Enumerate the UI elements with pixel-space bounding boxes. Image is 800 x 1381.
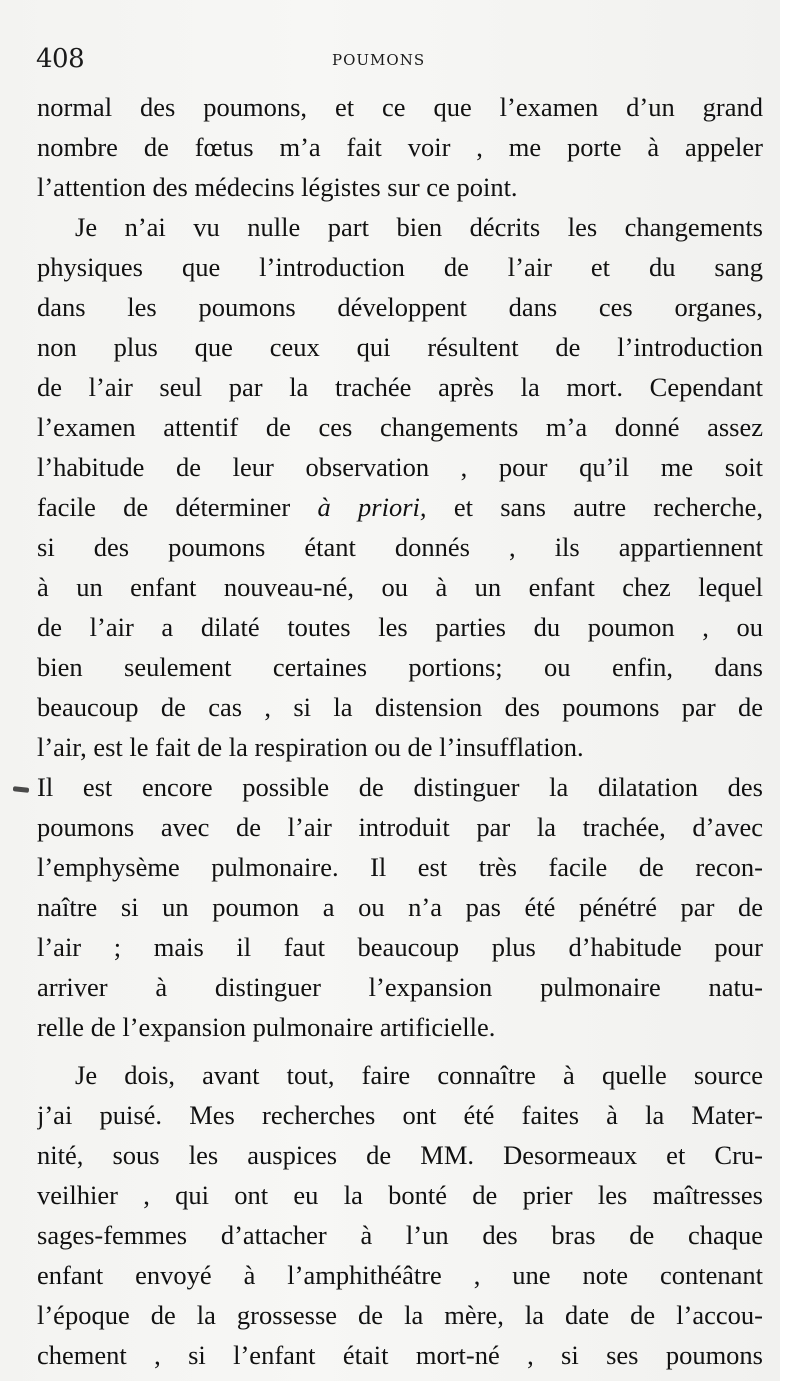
text-line: non plus que ceux qui résultent de l’introduction (37, 332, 763, 362)
text-line: veilhier , qui ont eu la bonté de prier les maîtresses (37, 1180, 763, 1210)
text-line: chement , si l’enfant était mort-né , si ses poumons (37, 1340, 763, 1370)
text-line: l’époque de la grossesse de la mère, la date de l’accou- (37, 1300, 763, 1330)
text-line: l’attention des médecins légistes sur ce point. (37, 172, 518, 202)
text-line: de l’air seul par la trachée après la mort. Cependant (37, 372, 763, 402)
italic-phrase: à priori, (317, 492, 427, 522)
text-line: arriver à distinguer l’expansion pulmonaire natu- (37, 972, 763, 1002)
text-line: bien seulement certaines portions; ou enfin, dans (37, 652, 763, 682)
paragraph-start-line: Je n’ai vu nulle part bien décrits les changements (75, 212, 763, 242)
text-line: l’emphysème pulmonaire. Il est très facile de recon- (37, 852, 763, 882)
text-line: sages-femmes d’attacher à l’un des bras de chaque (37, 1220, 763, 1250)
page-edge (780, 0, 800, 1381)
text-line: nité, sous les auspices de MM. Desormeaux et Cru- (37, 1140, 763, 1170)
paragraph-start-line: Il est encore possible de distinguer la dilatation des (37, 772, 763, 802)
text-segment: et sans autre recherche, (426, 492, 763, 522)
text-line: physiques que l’introduction de l’air et du sang (37, 252, 763, 282)
text-line: normal des poumons, et ce que l’examen d’un grand (37, 92, 763, 122)
text-line: j’ai puisé. Mes recherches ont été faites à la Mater- (37, 1100, 763, 1130)
running-title: POUMONS (332, 51, 426, 69)
text-line: enfant envoyé à l’amphithéâtre , une note contenant (37, 1260, 763, 1290)
page-header (36, 44, 762, 84)
text-line: naître si un poumon a ou n’a pas été pénétré par de (37, 892, 763, 922)
text-line: à un enfant nouveau-né, ou à un enfant chez lequel (37, 572, 763, 602)
text-segment: facile de déterminer (37, 492, 318, 522)
text-line: poumons avec de l’air introduit par la trachée, d’avec (37, 812, 763, 842)
text-line: dans les poumons développent dans ces organes, (37, 292, 763, 322)
text-line: l’air ; mais il faut beaucoup plus d’habitude pour (37, 932, 763, 962)
text-line: relle de l’expansion pulmonaire artificielle. (37, 1012, 496, 1042)
margin-mark (13, 786, 29, 793)
body-text (37, 87, 763, 1375)
text-line: l’habitude de leur observation , pour qu’il me soit (37, 452, 763, 482)
text-line: nombre de fœtus m’a fait voir , me porte à appeler (37, 132, 763, 162)
page-number: 408 (36, 44, 85, 74)
text-line (37, 487, 763, 527)
text-line: si des poumons étant donnés , ils appartiennent (37, 532, 763, 562)
text-line: l’examen attentif de ces changements m’a donné assez (37, 412, 763, 442)
text-line: beaucoup de cas , si la distension des poumons par de (37, 692, 763, 722)
text-line: l’air, est le fait de la respiration ou de l’insufflation. (37, 732, 584, 762)
text-line: de l’air a dilaté toutes les parties du poumon , ou (37, 612, 763, 642)
paragraph-start-line: Je dois, avant tout, faire connaître à quelle source (75, 1060, 763, 1090)
